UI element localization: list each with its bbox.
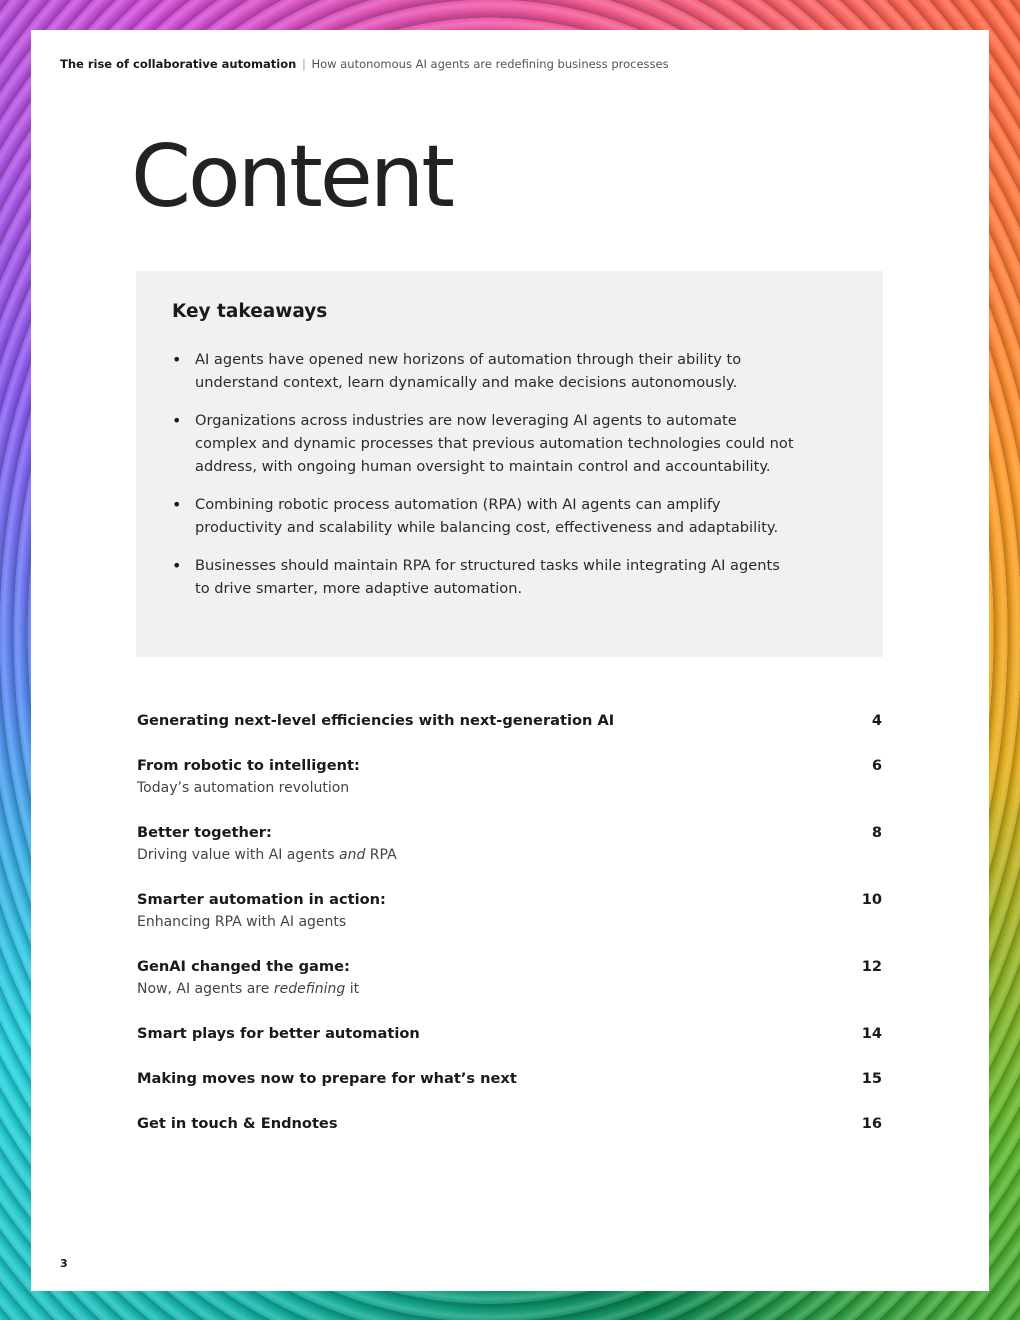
toc-entry-smarter-automation[interactable] — [137, 889, 882, 933]
running-header — [60, 57, 669, 71]
toc-entry-page: 6 — [871, 757, 882, 774]
header-subtitle: How autonomous AI agents are redefining business processes — [311, 57, 669, 71]
toc-entry-title: Get in touch & Endnotes — [137, 1115, 338, 1132]
toc-entry-page: 12 — [861, 958, 882, 975]
toc-entry-title: From robotic to intelligent: — [137, 757, 360, 774]
toc-entry-page: 15 — [861, 1070, 882, 1087]
toc-entry-making-moves[interactable] — [137, 1068, 882, 1090]
takeaway-item: • Combining robotic process automation (RPA) with AI agents can amplify productivity and scalability while balancing cost, effectiveness and adaptability. — [172, 493, 795, 539]
toc-entry-robotic-to-intelligent[interactable] — [137, 755, 882, 799]
page-title: Content — [131, 127, 453, 227]
toc-subtitle-part: RPA — [365, 847, 397, 863]
toc-entry-title: GenAI changed the game: — [137, 958, 350, 975]
toc-subtitle-part: it — [345, 981, 360, 997]
table-of-contents — [137, 710, 882, 1135]
takeaway-item: • AI agents have opened new horizons of automation through their ability to understand context, learn dynamically and make decisions autonomously. — [172, 348, 795, 394]
toc-entry-page: 10 — [861, 891, 882, 908]
toc-entry-page: 14 — [861, 1025, 882, 1042]
toc-subtitle-emphasis: and — [339, 847, 366, 863]
toc-entry-page: 16 — [861, 1115, 882, 1132]
toc-entry-subtitle — [137, 844, 882, 866]
toc-entry-better-together[interactable] — [137, 822, 882, 866]
toc-entry-title: Smart plays for better automation — [137, 1025, 420, 1042]
key-takeaways-box — [136, 271, 883, 657]
header-separator: | — [301, 57, 306, 71]
toc-entry-title: Better together: — [137, 824, 272, 841]
takeaway-item: • Businesses should maintain RPA for structured tasks while integrating AI agents to drive smarter, more adaptive automation. — [172, 554, 795, 600]
toc-entry-title: Making moves now to prepare for what’s next — [137, 1070, 517, 1087]
toc-entry-title: Generating next-level efficiencies with next-generation AI — [137, 712, 615, 729]
toc-entry-page: 4 — [871, 712, 882, 729]
toc-subtitle-part: Driving value with AI agents — [137, 847, 339, 863]
key-takeaways-heading: Key takeaways — [172, 301, 328, 322]
toc-entry-efficiencies[interactable] — [137, 710, 882, 732]
toc-entry-title: Smarter automation in action: — [137, 891, 386, 908]
toc-entry-genai-changed[interactable] — [137, 956, 882, 1000]
toc-entry-subtitle: Enhancing RPA with AI agents — [137, 914, 347, 930]
toc-entry-page: 8 — [871, 824, 882, 841]
toc-entry-subtitle: Today’s automation revolution — [137, 780, 350, 796]
toc-subtitle-part: Now, AI agents are — [137, 981, 274, 997]
toc-entry-subtitle — [137, 978, 882, 1000]
document-page — [31, 30, 989, 1291]
takeaway-item: • Organizations across industries are now leveraging AI agents to automate complex and dynamic processes that previous automation technologies could not address, with ongoing human oversight to maintain control and accountability. — [172, 409, 795, 478]
toc-subtitle-emphasis: redefining — [273, 981, 346, 997]
toc-entry-get-in-touch[interactable] — [137, 1113, 882, 1135]
key-takeaways-list — [172, 348, 847, 600]
page-number: 3 — [60, 1257, 68, 1270]
header-title: The rise of collaborative automation — [60, 57, 297, 71]
toc-entry-smart-plays[interactable] — [137, 1023, 882, 1045]
